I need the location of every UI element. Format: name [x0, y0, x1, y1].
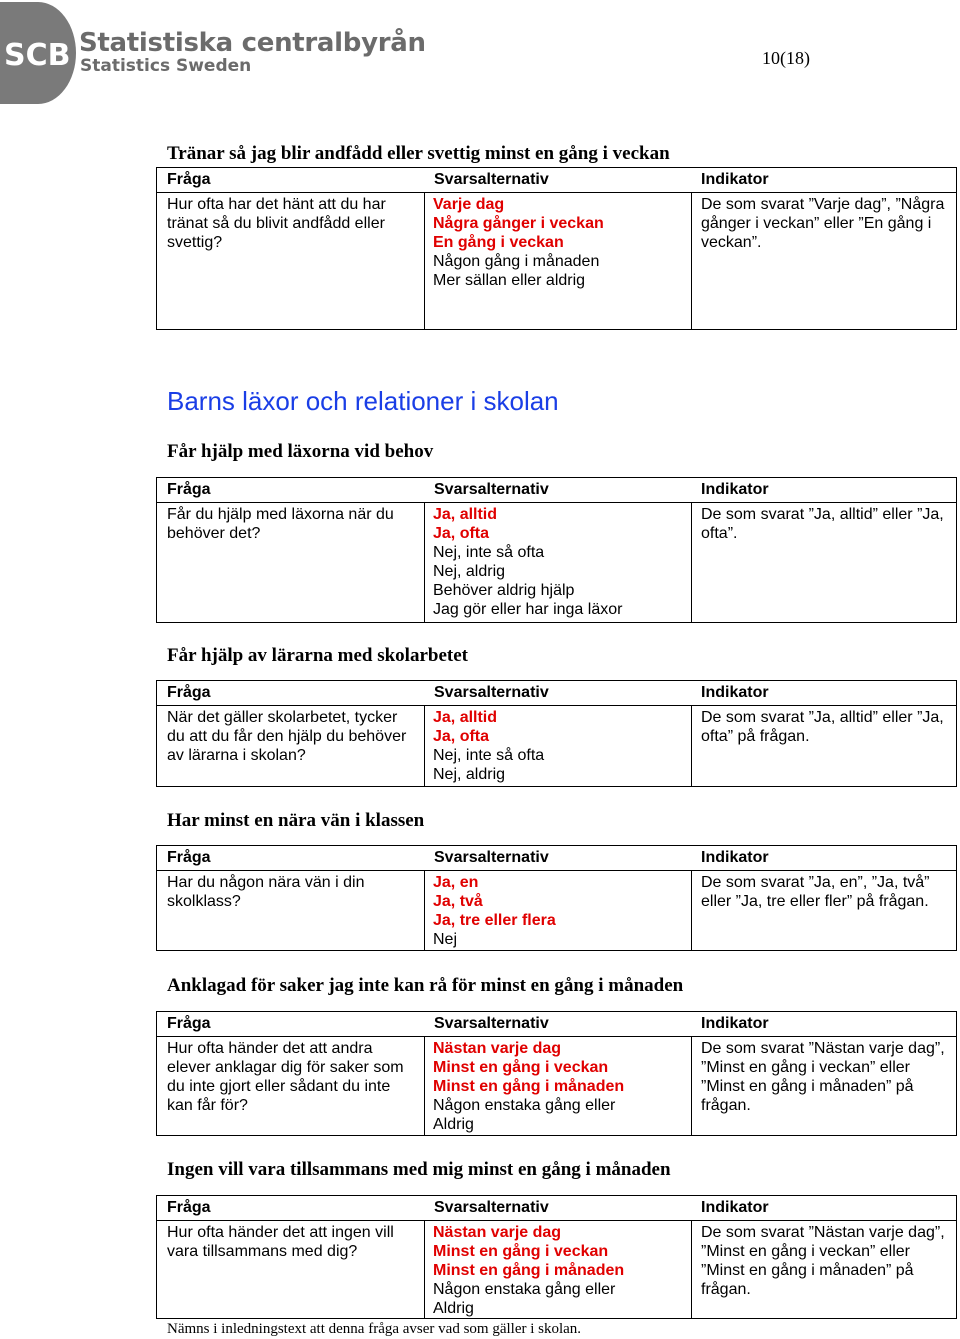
column-header-answers: Svarsalternativ	[434, 1199, 549, 1216]
answer-option: Jag gör eller har inga läxor	[433, 601, 623, 618]
column-divider	[691, 1037, 692, 1135]
column-divider	[691, 1221, 692, 1318]
table-heading-excluded: Ingen vill vara tillsammans med mig minst en gång i månaden	[167, 1159, 671, 1180]
answer-option: Aldrig	[433, 1116, 474, 1133]
table-header-row	[157, 1012, 956, 1037]
question-table-training	[156, 167, 957, 330]
answer-option: Ja, två	[433, 893, 483, 910]
column-header-answers: Svarsalternativ	[434, 684, 549, 701]
table-heading-teacher-help: Får hjälp av lärarna med skolarbetet	[167, 645, 468, 666]
answer-option: Behöver aldrig hjälp	[433, 582, 575, 599]
column-divider	[424, 1221, 425, 1318]
answer-option: Mer sällan eller aldrig	[433, 272, 586, 289]
answer-option: Nej, inte så ofta	[433, 544, 545, 561]
footnote: Nämns i inledningstext att denna fråga avser vad som gäller i skolan.	[167, 1321, 582, 1337]
answer-option: Någon enstaka gång eller	[433, 1281, 616, 1298]
indicator-text: De som svarat ”Nästan varje dag”, ”Minst en gång i veckan” eller ”Minst en gång i månaden” på frågan.	[701, 1040, 945, 1114]
question-text: Hur ofta händer det att andra elever anklagar dig för saker som du inte gjort eller sådant du inte kan får för?	[167, 1040, 404, 1114]
question-table-accused	[156, 1011, 957, 1136]
answer-options	[433, 1039, 689, 1134]
org-name-english: Statistics Sweden	[80, 56, 252, 76]
question-table-friend	[156, 845, 957, 951]
column-divider	[691, 503, 692, 622]
column-header-question: Fråga	[167, 684, 211, 701]
table-heading-friend: Har minst en nära vän i klassen	[167, 810, 425, 831]
answer-option: Varje dag	[433, 196, 505, 213]
column-header-answers: Svarsalternativ	[434, 849, 549, 866]
answer-option: Minst en gång i veckan	[433, 1059, 609, 1076]
column-header-indicator: Indikator	[701, 481, 769, 498]
column-header-indicator: Indikator	[701, 1015, 769, 1032]
indicator-text: De som svarat ”Ja, alltid” eller ”Ja, ofta” på frågan.	[701, 709, 944, 745]
answer-option: Nästan varje dag	[433, 1224, 562, 1241]
answer-option: Någon gång i månaden	[433, 253, 600, 270]
answer-options	[433, 1223, 689, 1318]
table-heading-homework: Får hjälp med läxorna vid behov	[167, 441, 434, 462]
column-header-indicator: Indikator	[701, 684, 769, 701]
column-header-answers: Svarsalternativ	[434, 171, 549, 188]
column-divider	[424, 193, 425, 329]
table-body-row	[157, 1221, 956, 1318]
column-divider	[424, 1037, 425, 1135]
section-title: Barns läxor och relationer i skolan	[167, 386, 559, 416]
table-body-row	[157, 503, 956, 622]
column-header-answers: Svarsalternativ	[434, 1015, 549, 1032]
question-text: Har du någon nära vän i din skolklass?	[167, 874, 365, 910]
answer-option: Ja, alltid	[433, 506, 498, 523]
answer-option: Ja, en	[433, 874, 479, 891]
column-header-question: Fråga	[167, 849, 211, 866]
answer-option: Nästan varje dag	[433, 1040, 562, 1057]
question-table-teacher-help	[156, 680, 957, 787]
answer-option: Ja, alltid	[433, 709, 498, 726]
answer-options	[433, 195, 689, 290]
column-divider	[691, 193, 692, 329]
question-text: Hur ofta händer det att ingen vill vara tillsammans med dig?	[167, 1224, 394, 1260]
answer-option: Nej, aldrig	[433, 563, 506, 580]
question-text: När det gäller skolarbetet, tycker du att du får den hjälp du behöver av lärarna i skolan?	[167, 709, 407, 764]
answer-option: Några gånger i veckan	[433, 215, 604, 232]
answer-option: Ja, tre eller flera	[433, 912, 556, 929]
answer-option: Minst en gång i veckan	[433, 1243, 609, 1260]
answer-options	[433, 873, 689, 949]
column-header-question: Fråga	[167, 1199, 211, 1216]
answer-option: En gång i veckan	[433, 234, 564, 251]
question-table-homework	[156, 477, 957, 623]
table-heading-training: Tränar så jag blir andfådd eller svettig minst en gång i veckan	[167, 143, 670, 164]
column-header-indicator: Indikator	[701, 849, 769, 866]
table-body-row	[157, 1037, 956, 1135]
page-number: 10(18)	[762, 48, 810, 68]
column-header-question: Fråga	[167, 481, 211, 498]
column-header-question: Fråga	[167, 1015, 211, 1032]
question-table-excluded	[156, 1195, 957, 1319]
indicator-text: De som svarat ”Ja, en”, ”Ja, två” eller ”Ja, tre eller fler” på frågan.	[701, 874, 930, 910]
question-text: Hur ofta har det hänt att du har tränat så du blivit andfådd eller svettig?	[167, 196, 386, 251]
table-body-row	[157, 871, 956, 950]
column-header-question: Fråga	[167, 171, 211, 188]
column-header-answers: Svarsalternativ	[434, 481, 549, 498]
answer-option: Minst en gång i månaden	[433, 1262, 625, 1279]
answer-options	[433, 505, 689, 619]
answer-option: Minst en gång i månaden	[433, 1078, 625, 1095]
answer-option: Nej, inte så ofta	[433, 747, 545, 764]
answer-options	[433, 708, 689, 784]
scb-logo-icon	[0, 2, 76, 104]
answer-option: Ja, ofta	[433, 728, 490, 745]
svg-text:SCB: SCB	[4, 38, 71, 73]
question-text: Får du hjälp med läxorna när du behöver det?	[167, 506, 394, 542]
column-header-indicator: Indikator	[701, 171, 769, 188]
column-divider	[424, 871, 425, 950]
column-header-indicator: Indikator	[701, 1199, 769, 1216]
column-divider	[424, 503, 425, 622]
table-header-row	[157, 168, 956, 193]
indicator-text: De som svarat ”Varje dag”, ”Några gånger i veckan” eller ”En gång i veckan”.	[701, 196, 945, 251]
table-heading-accused: Anklagad för saker jag inte kan rå för minst en gång i månaden	[167, 975, 684, 996]
table-header-row	[157, 681, 956, 706]
indicator-text: De som svarat ”Nästan varje dag”, ”Minst en gång i veckan” eller ”Minst en gång i månaden” på frågan.	[701, 1224, 945, 1298]
table-header-row	[157, 1196, 956, 1221]
table-header-row	[157, 478, 956, 503]
answer-option: Aldrig	[433, 1300, 474, 1317]
column-divider	[691, 706, 692, 786]
table-header-row	[157, 846, 956, 871]
answer-option: Nej	[433, 931, 458, 948]
table-body-row	[157, 193, 956, 329]
table-body-row	[157, 706, 956, 786]
org-name: Statistiska centralbyrån	[79, 28, 426, 58]
indicator-text: De som svarat ”Ja, alltid” eller ”Ja, ofta”.	[701, 506, 944, 542]
answer-option: Ja, ofta	[433, 525, 490, 542]
answer-option: Nej, aldrig	[433, 766, 506, 783]
column-divider	[424, 706, 425, 786]
column-divider	[691, 871, 692, 950]
answer-option: Någon enstaka gång eller	[433, 1097, 616, 1114]
